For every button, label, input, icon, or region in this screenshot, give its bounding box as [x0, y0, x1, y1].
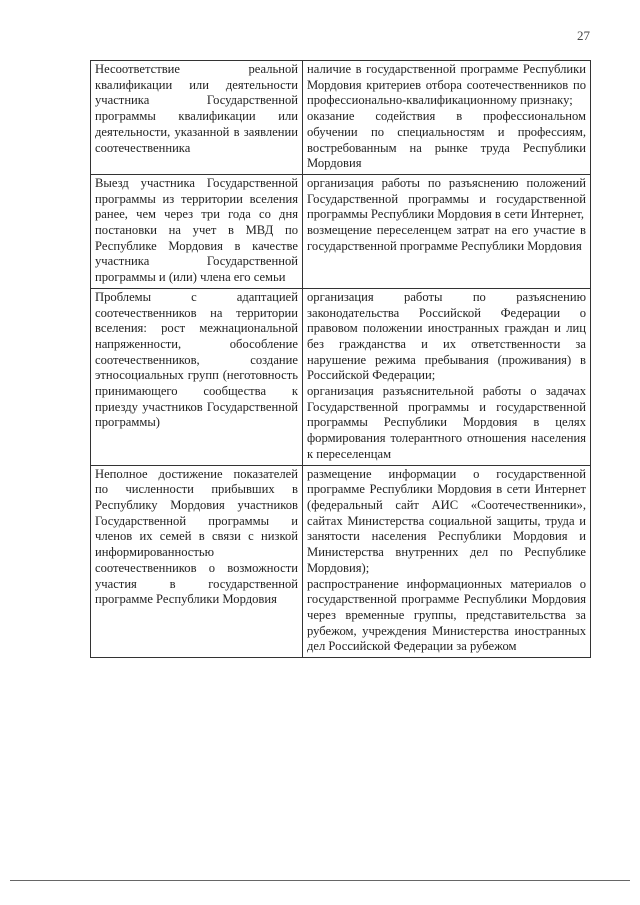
- measure-text: наличие в государственной программе Республики Мордовия критериев отбора соотечественников по профессионально-квалификационному признаку;: [307, 62, 586, 108]
- measure-text: возмещение переселенцем затрат на его участие в государственной программе Республики Мордовия: [307, 223, 586, 253]
- measure-text: организация разъяснительной работы о задачах Государственной программы и государственной программы Республики Мордовия в целях формирования толерантного отношения населения к переселенцам: [307, 384, 586, 461]
- table-row: [91, 61, 591, 175]
- table-row: [91, 288, 591, 465]
- measure-text: оказание содействия в профессиональном обучении по специальностям и профессиям, востребованным на рынке труда Республики Мордовия: [307, 109, 586, 171]
- measure-text: организация работы по разъяснению положений Государственной программы и государственной программы Республики Мордовия в сети Интернет,: [307, 175, 586, 222]
- measure-text: распространение информационных материалов о государственной программе Республики Мордовия через временные группы, представительства за рубежом, учреждения Министерства иностранных дел Российской Федерации за рубежом: [307, 576, 586, 654]
- footer-divider: [10, 880, 630, 881]
- measure-text: организация работы по разъяснению законодательства Российской Федерации о правовом положении иностранных граждан и лиц без гражданства и их ответственности за нарушение режима пребывания (проживания) в Российской Федерации;: [307, 289, 586, 383]
- problem-cell: Неполное достижение показателей по численности прибывших в Республику Мордовия участников Государственной программы и членов их семей в связи с низкой информированностью соотечественников о возможности участия в государственной программе Республики Мордовия: [91, 465, 303, 657]
- problem-cell: Проблемы с адаптацией соотечественников на территории вселения: рост межнациональной напряженности, обособление соотечественников, создание этносоциальных групп (неготовность принимающего сообщества к приезду участников Государственной программы): [91, 288, 303, 465]
- measures-cell: [303, 288, 591, 465]
- measure-text: размещение информации о государственной программе Республики Мордовия в сети Интернет (федеральный сайт АИС «Соотечественники», сайтах Министерства социальной защиты, труда и занятости населения Республики Мордовия и Министерства внутренних дел по Республике Мордовия);: [307, 466, 586, 575]
- table-row: [91, 465, 591, 657]
- risk-measures-table: [90, 60, 591, 658]
- measures-cell: [303, 174, 591, 288]
- measures-cell: [303, 465, 591, 657]
- table-row: [91, 174, 591, 288]
- problem-cell: Несоответствие реальной квалификации или деятельности участника Государственной программы квалификации или деятельности, указанной в заявлении соотечественника: [91, 61, 303, 175]
- page-number: 27: [577, 28, 590, 43]
- problem-cell: Выезд участника Государственной программы из территории вселения ранее, чем через три года со дня постановки на учет в МВД по Республике Мордовия в качестве участника Государственной программы и (или) члена его семьи: [91, 174, 303, 288]
- measures-cell: [303, 61, 591, 175]
